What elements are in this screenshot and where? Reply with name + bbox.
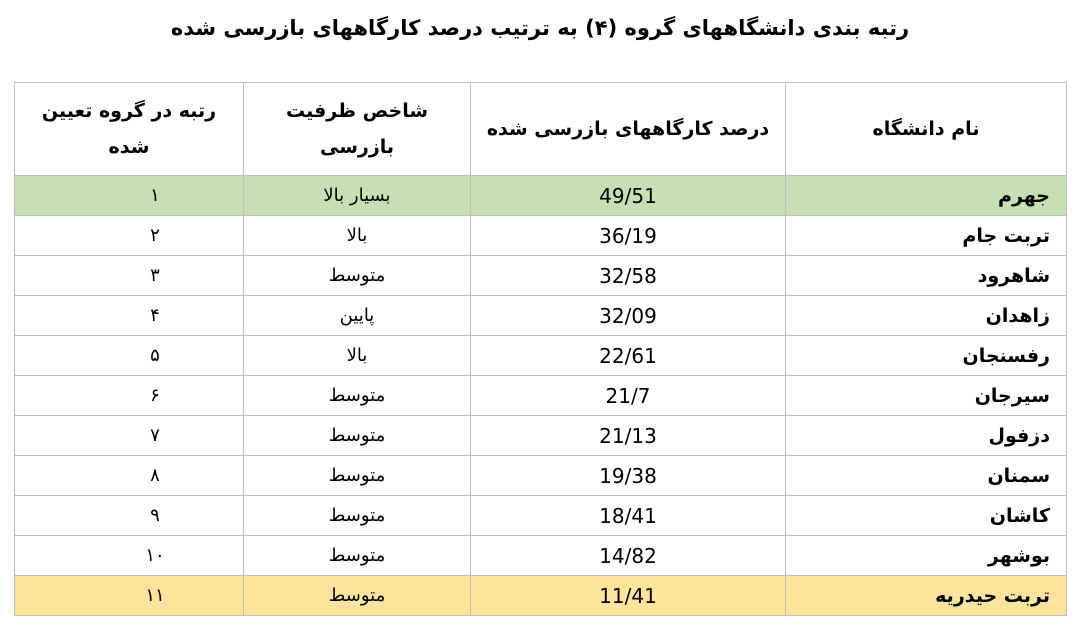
header-inspected-percent-label: درصد کارگاههای بازرسی شده [486, 117, 770, 140]
university-name: بوشهر [987, 544, 1050, 567]
capacity-index-value: بسیار بالا [323, 185, 391, 206]
university-name: زاهدان [985, 304, 1050, 327]
university-name: تربت جام [962, 224, 1050, 247]
inspected-percent-cell [471, 336, 786, 376]
header-row [15, 83, 1067, 176]
group-rank-cell [15, 416, 244, 456]
university-name: کاشان [989, 504, 1050, 527]
group-rank-cell [15, 296, 244, 336]
table-row [15, 256, 1067, 296]
inspected-percent-cell [471, 536, 786, 576]
table-row [15, 336, 1067, 376]
group-rank-cell [15, 216, 244, 256]
capacity-index-cell [244, 336, 471, 376]
group-rank-value: ۲ [150, 225, 160, 246]
university-name: سیرجان [974, 384, 1050, 407]
group-rank-value: ۳ [150, 265, 160, 286]
table-header [15, 83, 1067, 176]
capacity-index-value: پایین [339, 305, 375, 326]
inspected-percent-cell [471, 296, 786, 336]
inspected-percent-value: 18/41 [599, 503, 657, 528]
header-university-name-label: نام دانشگاه [872, 117, 980, 140]
group-rank-value: ۱۱ [145, 585, 165, 606]
group-rank-cell [15, 576, 244, 616]
university-name-cell [786, 456, 1067, 496]
capacity-index-value: بالا [346, 345, 368, 366]
capacity-index-cell [244, 256, 471, 296]
university-name-cell [786, 256, 1067, 296]
university-name-cell [786, 296, 1067, 336]
capacity-index-value: متوسط [328, 465, 386, 486]
capacity-index-cell [244, 536, 471, 576]
header-inspected-percent [471, 83, 786, 176]
inspected-percent-value: 21/7 [605, 383, 651, 408]
inspected-percent-cell [471, 416, 786, 456]
group-rank-cell [15, 376, 244, 416]
university-name-cell [786, 416, 1067, 456]
inspected-percent-cell [471, 216, 786, 256]
inspected-percent-cell [471, 576, 786, 616]
capacity-index-cell [244, 376, 471, 416]
group-rank-cell [15, 256, 244, 296]
university-name: سمنان [987, 464, 1050, 487]
capacity-index-cell [244, 216, 471, 256]
group-rank-cell [15, 176, 244, 216]
group-rank-cell [15, 496, 244, 536]
group-rank-value: ۷ [150, 425, 160, 446]
table-row [15, 576, 1067, 616]
table-row [15, 416, 1067, 456]
university-name: دزفول [988, 424, 1050, 447]
university-name: تربت حیدریه [935, 584, 1050, 607]
university-name-cell [786, 496, 1067, 536]
group-rank-value: ۵ [150, 345, 160, 366]
group-rank-cell [15, 536, 244, 576]
group-rank-value: ۱۰ [145, 545, 165, 566]
inspected-percent-value: 22/61 [599, 343, 657, 368]
table-row [15, 376, 1067, 416]
header-capacity-index-label: شاخص ظرفیت بازرسی [285, 99, 429, 158]
inspected-percent-cell [471, 456, 786, 496]
inspected-percent-value: 21/13 [599, 423, 657, 448]
university-name: رفسنجان [962, 344, 1050, 367]
inspected-percent-value: 32/58 [599, 263, 657, 288]
ranking-table [14, 82, 1067, 616]
capacity-index-cell [244, 456, 471, 496]
capacity-index-cell [244, 176, 471, 216]
inspected-percent-value: 11/41 [599, 583, 657, 608]
university-name-cell [786, 376, 1067, 416]
inspected-percent-cell [471, 256, 786, 296]
group-rank-value: ۶ [150, 385, 160, 406]
group-rank-cell [15, 336, 244, 376]
table-row [15, 456, 1067, 496]
header-group-rank [15, 83, 244, 176]
capacity-index-cell [244, 296, 471, 336]
group-rank-value: ۹ [150, 505, 160, 526]
header-university-name [786, 83, 1067, 176]
table-row [15, 296, 1067, 336]
capacity-index-value: متوسط [328, 385, 386, 406]
header-group-rank-label: رتبه در گروه تعیین شده [41, 99, 217, 158]
university-name: جهرم [998, 184, 1050, 207]
capacity-index-cell [244, 496, 471, 536]
capacity-index-value: متوسط [328, 505, 386, 526]
inspected-percent-cell [471, 376, 786, 416]
university-name: شاهرود [977, 264, 1050, 287]
capacity-index-value: متوسط [328, 425, 386, 446]
inspected-percent-cell [471, 176, 786, 216]
university-name-cell [786, 336, 1067, 376]
inspected-percent-cell [471, 496, 786, 536]
university-name-cell [786, 176, 1067, 216]
capacity-index-value: متوسط [328, 265, 386, 286]
inspected-percent-value: 14/82 [599, 543, 657, 568]
table-row [15, 496, 1067, 536]
capacity-index-value: بالا [346, 225, 368, 246]
group-rank-value: ۸ [150, 465, 160, 486]
inspected-percent-value: 19/38 [599, 463, 657, 488]
inspected-percent-value: 32/09 [599, 303, 657, 328]
table-row [15, 536, 1067, 576]
table-body [15, 176, 1067, 616]
header-capacity-index [244, 83, 471, 176]
table-row [15, 176, 1067, 216]
university-name-cell [786, 576, 1067, 616]
table-row [15, 216, 1067, 256]
inspected-percent-value: 36/19 [599, 223, 657, 248]
group-rank-value: ۱ [150, 185, 160, 206]
capacity-index-cell [244, 576, 471, 616]
capacity-index-cell [244, 416, 471, 456]
capacity-index-value: متوسط [328, 545, 386, 566]
inspected-percent-value: 49/51 [599, 183, 657, 208]
page-title: رتبه بندی دانشگاههای گروه (۴) به ترتیب درصد کارگاههای بازرسی شده [170, 16, 910, 40]
group-rank-cell [15, 456, 244, 496]
group-rank-value: ۴ [150, 305, 160, 326]
university-name-cell [786, 216, 1067, 256]
capacity-index-value: متوسط [328, 585, 386, 606]
university-name-cell [786, 536, 1067, 576]
